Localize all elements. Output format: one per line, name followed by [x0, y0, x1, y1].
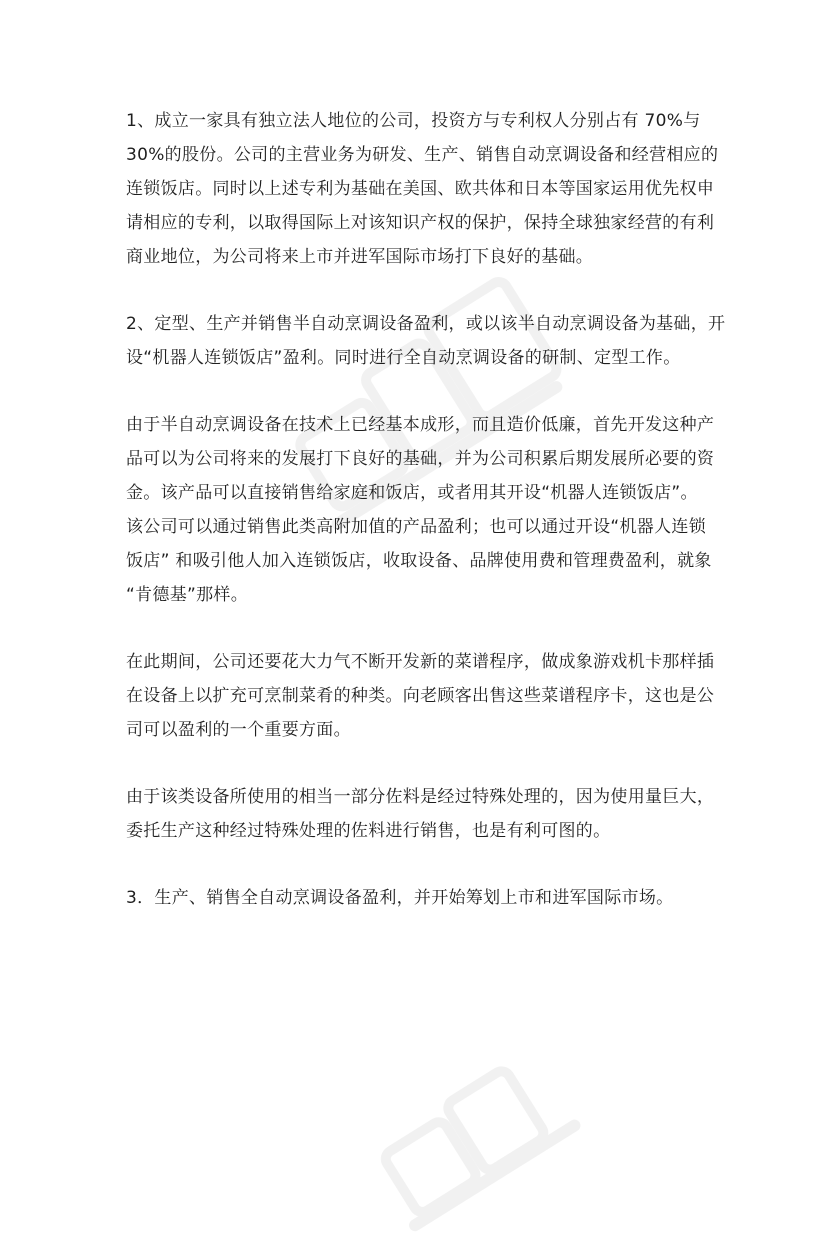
- text-line: 司可以盈利的一个重要方面。: [126, 720, 351, 740]
- text-line: 设“机器人连锁饭店”盈利。同时进行全自动烹调设备的研制、定型工作。: [126, 348, 681, 368]
- paragraph-6: [126, 881, 716, 915]
- text-line: 该公司可以通过销售此类高附加值的产品盈利；也可以通过开设“机器人连锁: [126, 517, 707, 537]
- text-line: 委托生产这种经过特殊处理的佐料进行销售，也是有利可图的。: [126, 821, 611, 841]
- text-line: “肯德基”那样。: [126, 585, 249, 605]
- paragraph-2: [126, 307, 726, 375]
- text-line: 在此期间，公司还要花大力气不断开发新的菜谱程序，做成象游戏机卡那样插: [126, 652, 715, 672]
- text-line: 30%的股份。公司的主营业务为研发、生产、销售自动烹调设备和经营相应的: [126, 145, 719, 165]
- text-line: 由于该类设备所使用的相当一部分佐料是经过特殊处理的，因为使用量巨大，: [126, 787, 715, 807]
- text-line: 2、定型、生产并销售半自动烹调设备盈利，或以该半自动烹调设备为基础，开: [126, 314, 726, 334]
- text-line: 饭店” 和吸引他人加入连锁饭店，收取设备、品牌使用费和管理费盈利，就象: [126, 551, 712, 571]
- text-line: 金。该产品可以直接销售给家庭和饭店，或者用其开设“机器人连锁饭店”。: [126, 483, 698, 503]
- text-line: 品可以为公司将来的发展打下良好的基础，并为公司积累后期发展所必要的资: [126, 449, 715, 469]
- document-body: [126, 104, 726, 948]
- text-line: 由于半自动烹调设备在技术上已经基本成形，而且造价低廉，首先开发这种产: [126, 415, 715, 435]
- text-line: 在设备上以扩充可烹制菜肴的种类。向老顾客出售这些菜谱程序卡，这也是公: [126, 686, 715, 706]
- watermark-graphic-bottom: [356, 1016, 623, 1244]
- text-line: 3．生产、销售全自动烹调设备盈利，并开始筹划上市和进军国际市场。: [126, 888, 674, 908]
- text-line: 商业地位，为公司将来上市并进军国际市场打下良好的基础。: [126, 247, 594, 267]
- paragraph-5: [126, 780, 716, 848]
- text-line: 1、成立一家具有独立法人地位的公司，投资方与专利权人分别占有 70%与: [126, 111, 701, 131]
- text-line: 请相应的专利，以取得国际上对该知识产权的保护，保持全球独家经营的有利: [126, 213, 715, 233]
- paragraph-4: [126, 645, 716, 747]
- paragraph-1: [126, 104, 719, 274]
- text-line: 连锁饭店。同时以上述专利为基础在美国、欧共体和日本等国家运用优先权申: [126, 179, 715, 199]
- paragraph-3: [126, 408, 716, 612]
